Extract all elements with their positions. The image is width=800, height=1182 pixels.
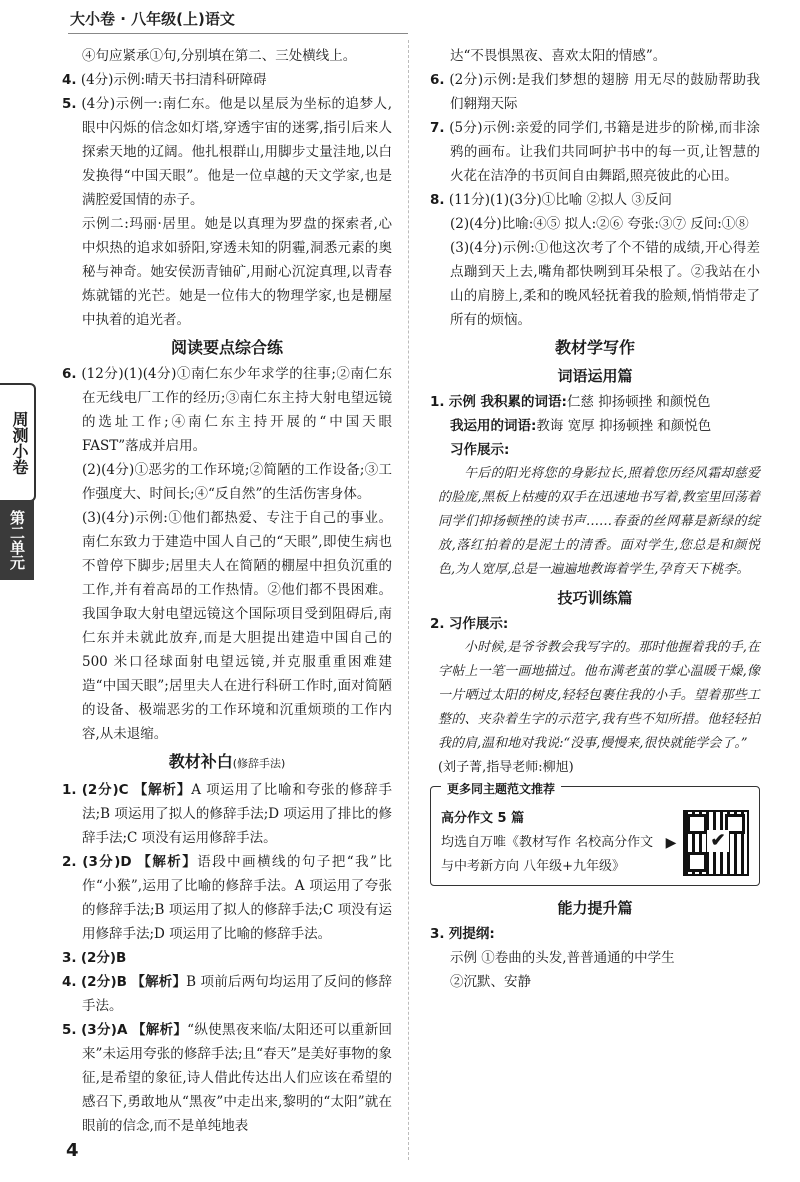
answer-text: 教诲 宽厚 抑扬顿挫 和颜悦色 <box>536 418 712 434</box>
writing-w1-show <box>430 438 760 462</box>
subsection-title: 技巧训练篇 <box>557 589 633 607</box>
question-number: 5. <box>62 96 77 112</box>
question-number: 2. <box>430 616 445 632</box>
answer-q6 <box>62 362 392 458</box>
section-title-text: 教材补白 <box>168 752 233 771</box>
answer-text: (12分)(1)(4分)①南仁东少年求学的往事;②南仁东在无线电厂工作的经历;③南仁东主持大射电望远镜的选址工作;④南仁东主持开展的“中国天眼 FAST”落成并启用。 <box>81 366 392 454</box>
answer-q8-part3: (3)(4分)示例:①他这次考了个不错的成绩,开心得差点蹦到天上去,嘴角都快咧到耳朵根了。②我站在小山的肩膀上,柔和的晚风轻抚着我的脸颊,悄悄带走了所有的烦恼。 <box>450 240 760 328</box>
answer-score: (2分)C <box>81 782 129 798</box>
recommendation-box[interactable] <box>430 782 760 886</box>
answer-text: (4分)示例:晴天书扫清科研障碍 <box>80 72 267 88</box>
question-number: 1. <box>430 394 445 410</box>
question-number: 4. <box>62 974 77 990</box>
answer-q6-part3: (3)(4分)示例:①他们都热爱、专注于自己的事业。南仁东致力于建造中国人自己的“天眼”,即使生病也不曾停下脚步;居里夫人在简陋的棚屋中担负沉重的工作,并有着高昂的工作热情。②他们都不畏困难。我国争取大射电望远镜这个国际项目受到阻碍后,南仁东并未就此放弃,而是大胆提出建造中国自己的 500 米口径球面射电望远镜,并克服重重困难建造“中国天眼”;居里夫人在进行科研工作时,面对简陋的设备、极端恶劣的工作环境和沉重烦琐的工作内容,从未退缩。 <box>82 510 392 742</box>
writing-w1 <box>430 390 760 414</box>
label: 我运用的词语: <box>450 418 537 434</box>
recommendation-title: 更多同主题范文推荐 <box>441 777 561 801</box>
answer-text: “纵使黑夜来临/太阳还可以重新回来”未运用夸张的修辞手法;且“春天”是美好事物的象征,是希望的象征,诗人借此传达出人们应该在希望的感召下,勇敢地从“黑夜”中走出来,黎明的“太阳”就在眼前的信念,而不是单纯地表 <box>82 1022 393 1134</box>
question-number: 1. <box>62 782 77 798</box>
play-arrow-icon: ▶ <box>665 835 677 851</box>
answer-r4 <box>62 970 392 1018</box>
question-number: 8. <box>430 192 445 208</box>
answer-q6 <box>430 68 760 116</box>
question-number: 6. <box>62 366 77 382</box>
answer-q5 <box>62 92 392 212</box>
qr-corner <box>687 814 707 834</box>
answer-r2 <box>62 850 392 946</box>
answer-q5-example2: 示例二:玛丽·居里。她是以真理为罗盘的探索者,心中炽热的追求如骄阳,穿透未知的阴霾,洞悉元素的奥秘与神奇。她安侯沥青铀矿,用耐心沉淀真理,以青春炼就镭的光芒。她是一位伟大的物理学家,也是棚屋中执着的追光者。 <box>82 216 392 328</box>
label: 习作展示: <box>448 616 509 632</box>
recommendation-body <box>441 807 749 879</box>
answer-text: (5分)示例:亲爱的同学们,书籍是进步的阶梯,而非涂鸦的画布。让我们共同呵护书中的每一页,让智慧的火花在洁净的书页间自由舞蹈,照亮彼此的心田。 <box>449 120 760 184</box>
question-number: 7. <box>430 120 445 136</box>
answer-text: A 项运用了比喻和夸张的修辞手法;B 项运用了拟人的修辞手法;D 项运用了排比的修辞手法;C 项没有运用修辞手法。 <box>82 782 393 846</box>
answer-score: (3分)D <box>82 854 132 870</box>
analysis-tag: 【解析】 <box>133 782 192 798</box>
answer-score: (3分)A <box>81 1022 128 1038</box>
answer-q6-part2: (2)(4分)①恶劣的工作环境;②简陋的工作设备;③工作强度大、时间长;④“反自然”的生活伤害身体。 <box>82 462 392 502</box>
subsection-title: 词语运用篇 <box>557 367 633 385</box>
analysis-tag: 【解析】 <box>137 854 198 870</box>
answer-text: 语段中画横线的句子把“我”比作“小猴”,运用了比喻的修辞手法。A 项运用了夸张的修辞手法;B 项运用了拟人的修辞手法;C 项没有运用修辞手法;D 项运用了比喻的修辞手法。 <box>82 854 392 942</box>
answer-score: (2分)B <box>81 974 127 990</box>
recommendation-line2: 均选自万唯《教材写作 名校高分作文与中考新方向 八年级+九年级》 <box>441 835 654 874</box>
answer-text: (11分)(1)(3分)①比喻 ②拟人 ③反问 <box>448 192 672 208</box>
section-title: 阅读要点综合练 <box>170 338 283 357</box>
question-number: 6. <box>430 72 445 88</box>
answer-line: 达“不畏惧黑夜、喜欢太阳的情感”。 <box>450 48 667 64</box>
page-number: 4 <box>66 1140 79 1161</box>
left-column <box>62 44 392 1138</box>
essay-sample-2: 小时候,是爷爷教会我写字的。那时他握着我的手,在字帖上一笔一画地描过。他布满老茧的掌心温暖干燥,像一片晒过太阳的树皮,轻轻包裹住我的小手。望着那些工整的、夹杂着生字的示范字,我有些不知所措。他轻轻拍我的肩,温和地对我说:“没事,慢慢来,很快就能学会了。” <box>438 640 760 751</box>
page-header: 大小卷 · 八年级(上)语文 <box>70 10 235 28</box>
qr-corner <box>687 852 707 872</box>
section-title-note: (修辞手法) <box>232 757 286 770</box>
side-tab-unit: 第二单元 <box>0 500 34 580</box>
question-number: 2. <box>62 854 77 870</box>
answer-q8-part2: (2)(4分)比喻:④⑤ 拟人:②⑥ 夸张:③⑦ 反问:①⑧ <box>450 216 749 232</box>
answer-text: 仁慈 抑扬顿挫 和颜悦色 <box>566 394 711 410</box>
section-title: 教材学写作 <box>554 338 635 357</box>
answer-r5 <box>62 1018 392 1138</box>
checkmark-icon: ✔ <box>707 830 729 852</box>
answer-line: ④句应紧承①句,分别填在第二、三处横线上。 <box>82 48 357 64</box>
column-divider <box>408 40 409 1160</box>
answer-text: (2分)示例:是我们梦想的翅膀 用无尽的鼓励帮助我们翱翔天际 <box>449 72 760 112</box>
essay-signature: (刘子菁,指导老师:柳旭) <box>438 760 574 775</box>
writing-w3 <box>430 922 760 946</box>
analysis-tag: 【解析】 <box>131 974 187 990</box>
question-number: 3. <box>430 926 445 942</box>
subsection-title: 能力提升篇 <box>557 899 633 917</box>
answer-score: (2分)B <box>80 950 127 966</box>
answer-text: (4分)示例一:南仁东。他是以星辰为坐标的追梦人,眼中闪烁的信念如灯塔,穿透宇宙的迷雾,指引后来人探索天地的辽阔。他扎根群山,用脚步丈量洼地,以白发换得“中国天眼”。他是一位卓越的天文学家,也是满腔爱国情的赤子。 <box>81 96 392 208</box>
answer-q4 <box>62 68 392 92</box>
recommendation-line1: 高分作文 5 篇 <box>441 811 525 826</box>
writing-w1-used <box>430 414 760 438</box>
outline-line-1: 示例 ①卷曲的头发,普普通通的中学生 <box>450 950 675 966</box>
answer-r1 <box>62 778 392 850</box>
answer-q8 <box>430 188 760 212</box>
writing-w2 <box>430 612 760 636</box>
header-rule <box>68 33 408 34</box>
right-column <box>430 44 760 994</box>
question-number: 5. <box>62 1022 77 1038</box>
question-number: 3. <box>62 950 77 966</box>
question-number: 4. <box>62 72 77 88</box>
recommendation-text <box>441 807 663 879</box>
answer-r3 <box>62 946 392 970</box>
answer-text: B 项前后两句均运用了反问的修辞手法。 <box>82 974 392 1014</box>
side-tab-weekly: 周测小卷 <box>0 383 36 502</box>
label: 习作展示: <box>450 442 510 458</box>
outline-line-2: ②沉默、安静 <box>450 974 531 990</box>
label: 示例 我积累的词语: <box>448 394 567 410</box>
essay-sample-1: 午后的阳光将您的身影拉长,照着您历经风霜却慈爱的脸庞,黑板上枯瘦的双手在迅速地书写着,教室里回荡着同学们抑扬顿挫的读书声……春蚕的丝网幕是新绿的绽放,落红拍着的是泥土的清香。面对学生,您总是和颜悦色,为人宽厚,总是一遍遍地教诲着学生,孕育天下桃李。 <box>438 466 760 577</box>
qr-code-icon[interactable] <box>683 810 749 876</box>
answer-q7 <box>430 116 760 188</box>
analysis-tag: 【解析】 <box>132 1022 188 1038</box>
section-title <box>62 750 392 776</box>
label: 列提纲: <box>448 926 495 942</box>
